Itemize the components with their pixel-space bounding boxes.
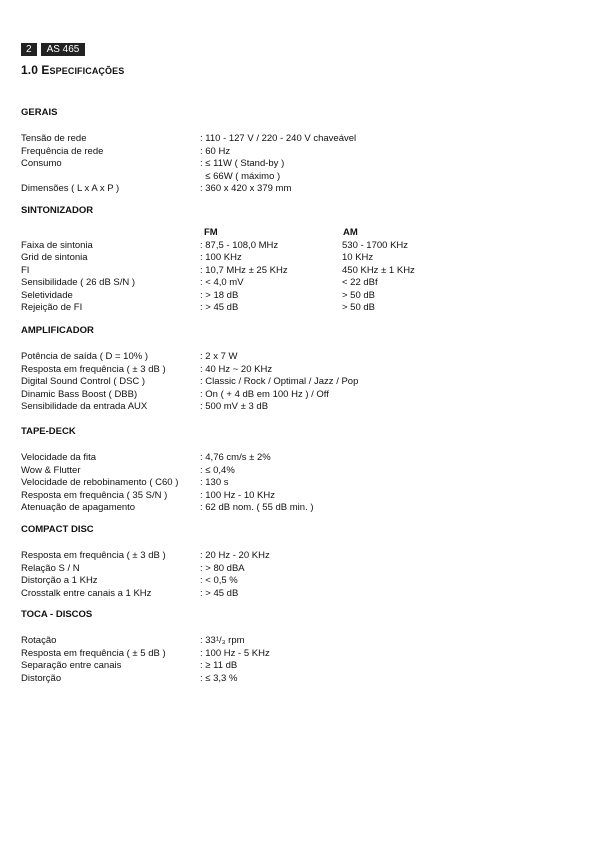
spec-value: : ≤ 11W ( Stand-by ) <box>200 158 285 169</box>
spec-label: Consumo <box>21 158 62 169</box>
spec-value-am: > 50 dB <box>342 302 376 313</box>
spec-row <box>21 648 581 661</box>
section-compact-disc <box>21 524 581 600</box>
spec-label: FI <box>21 264 30 276</box>
spec-row <box>21 660 581 673</box>
spec-label: Sensibilidade da entrada AUX <box>21 401 148 412</box>
spec-row <box>21 550 581 563</box>
column-am: AM <box>343 227 358 238</box>
model-label: AS 465 <box>41 43 86 56</box>
spec-value: : Classic / Rock / Optimal / Jazz / Pop <box>200 376 359 387</box>
spec-row <box>21 158 581 171</box>
spec-value: : 10,7 MHz ± 25 KHz <box>200 264 288 276</box>
spec-label: Seletividade <box>21 289 73 301</box>
section-title: COMPACT DISC <box>21 524 94 535</box>
spec-row <box>21 252 581 265</box>
spec-row <box>21 240 581 253</box>
spec-label: Separação entre canais <box>21 660 122 671</box>
spec-value: : 130 s <box>200 477 229 488</box>
spec-label: Dinamic Bass Boost ( DBB) <box>21 388 138 400</box>
spec-value: : > 18 dB <box>200 289 239 301</box>
column-header-row <box>21 227 581 240</box>
section-title: TOCA - DISCOS <box>21 609 93 620</box>
spec-value: : 100 KHz <box>200 252 242 263</box>
spec-row <box>21 290 581 303</box>
spec-value: : > 45 dB <box>200 587 239 599</box>
section-title: TAPE-DECK <box>21 426 76 437</box>
spec-value: : 33¹/₃ rpm <box>200 635 245 646</box>
spec-label: Distorção a 1 KHz <box>21 575 98 586</box>
spec-row <box>21 575 581 588</box>
spec-label: Sensibilidade ( 26 dB S/N ) <box>21 277 136 288</box>
spec-label: Resposta em frequência ( ± 5 dB ) <box>21 647 166 659</box>
title-number: 1.0 E <box>21 63 50 77</box>
spec-value: : < 4,0 mV <box>200 277 244 288</box>
spec-row <box>21 277 581 290</box>
spec-label: Dimensões ( L x A x P ) <box>21 183 120 194</box>
spec-label: Velocidade da fita <box>21 452 97 463</box>
spec-row <box>21 477 581 490</box>
spec-value: : < 0,5 % <box>200 575 238 586</box>
spec-row <box>21 635 581 648</box>
spec-value: : ≤ 0,4% <box>200 464 235 476</box>
spec-label: Digital Sound Control ( DSC ) <box>21 376 146 387</box>
spec-row <box>21 452 581 465</box>
page-number: 2 <box>21 43 37 56</box>
section-title: SINTONIZADOR <box>21 205 94 216</box>
section-tape-deck <box>21 426 581 515</box>
spec-value: : 100 Hz - 5 KHz <box>200 647 270 659</box>
spec-value: : 110 - 127 V / 220 - 240 V chaveável <box>200 133 357 144</box>
spec-value: : > 80 dBA <box>200 562 245 574</box>
spec-value: : 500 mV ± 3 dB <box>200 401 269 412</box>
section-amplificador <box>21 325 581 414</box>
spec-value-am: 450 KHz ± 1 KHz <box>342 264 415 276</box>
spec-label: Resposta em frequência ( ± 3 dB ) <box>21 363 166 375</box>
spec-row <box>21 502 581 515</box>
spec-value-am: > 50 dB <box>342 289 376 301</box>
section-gerais <box>21 107 581 196</box>
spec-label: Tensão de rede <box>21 133 87 144</box>
spec-row <box>21 146 581 159</box>
spec-value: : 20 Hz - 20 KHz <box>200 550 270 561</box>
spec-value: : 100 Hz - 10 KHz <box>200 489 275 501</box>
spec-row <box>21 401 581 414</box>
spec-label: Velocidade de rebobinamento ( C60 ) <box>21 477 179 488</box>
section-title: AMPLIFICADOR <box>21 325 94 336</box>
spec-label: Rotação <box>21 635 57 646</box>
spec-label: Wow & Flutter <box>21 464 81 476</box>
spec-value: : 62 dB nom. ( 55 dB min. ) <box>200 502 314 513</box>
spec-value: : 60 Hz <box>200 145 231 157</box>
spec-label: Resposta em frequência ( 35 S/N ) <box>21 489 168 501</box>
spec-row <box>21 490 581 503</box>
spec-row <box>21 673 581 686</box>
spec-value: : 4,76 cm/s ± 2% <box>200 452 271 463</box>
spec-value-am: 10 KHz <box>342 252 374 263</box>
spec-row <box>21 588 581 601</box>
spec-value-am: 530 - 1700 KHz <box>342 239 409 251</box>
spec-label: Resposta em frequência ( ± 3 dB ) <box>21 550 166 561</box>
spec-label: Potência de saída ( D = 10% ) <box>21 351 149 362</box>
spec-label: Relação S / N <box>21 562 80 574</box>
title-rest: SPECIFICAÇÕES <box>49 66 125 76</box>
spec-label: Frequência de rede <box>21 145 104 157</box>
spec-label: Faixa de sintonia <box>21 239 93 251</box>
spec-value: : 87,5 - 108,0 MHz <box>200 239 279 251</box>
spec-row <box>21 302 581 315</box>
spec-value: : 40 Hz ~ 20 KHz <box>200 363 273 375</box>
spec-row <box>21 265 581 278</box>
spec-row <box>21 171 581 184</box>
spec-row <box>21 351 581 364</box>
spec-row <box>21 563 581 576</box>
spec-label: Crosstalk entre canais a 1 KHz <box>21 587 152 599</box>
spec-value: : 2 x 7 W <box>200 351 238 362</box>
section-title: GERAIS <box>21 107 58 118</box>
spec-value: : 360 x 420 x 379 mm <box>200 183 292 194</box>
section-toca-discos <box>21 609 581 685</box>
section-sintonizador <box>21 205 581 315</box>
page-header <box>21 43 85 56</box>
spec-row <box>21 465 581 478</box>
spec-value: : > 45 dB <box>200 302 239 313</box>
spec-label: Rejeição de FI <box>21 302 83 313</box>
spec-row <box>21 389 581 402</box>
spec-label: Atenuação de apagamento <box>21 502 136 513</box>
spec-value: : ≥ 11 dB <box>200 660 238 671</box>
spec-value: : ≤ 3,3 % <box>200 672 238 684</box>
spec-row <box>21 133 581 146</box>
spec-value-am: < 22 dBf <box>342 277 378 288</box>
spec-label: Distorção <box>21 672 62 684</box>
page-title <box>21 63 124 77</box>
spec-value: ≤ 66W ( máximo ) <box>200 170 281 182</box>
spec-row <box>21 364 581 377</box>
spec-label: Grid de sintonia <box>21 252 88 263</box>
spec-row <box>21 376 581 389</box>
spec-row <box>21 183 581 196</box>
column-fm: FM <box>204 227 218 238</box>
spec-value: : On ( + 4 dB em 100 Hz ) / Off <box>200 388 329 400</box>
